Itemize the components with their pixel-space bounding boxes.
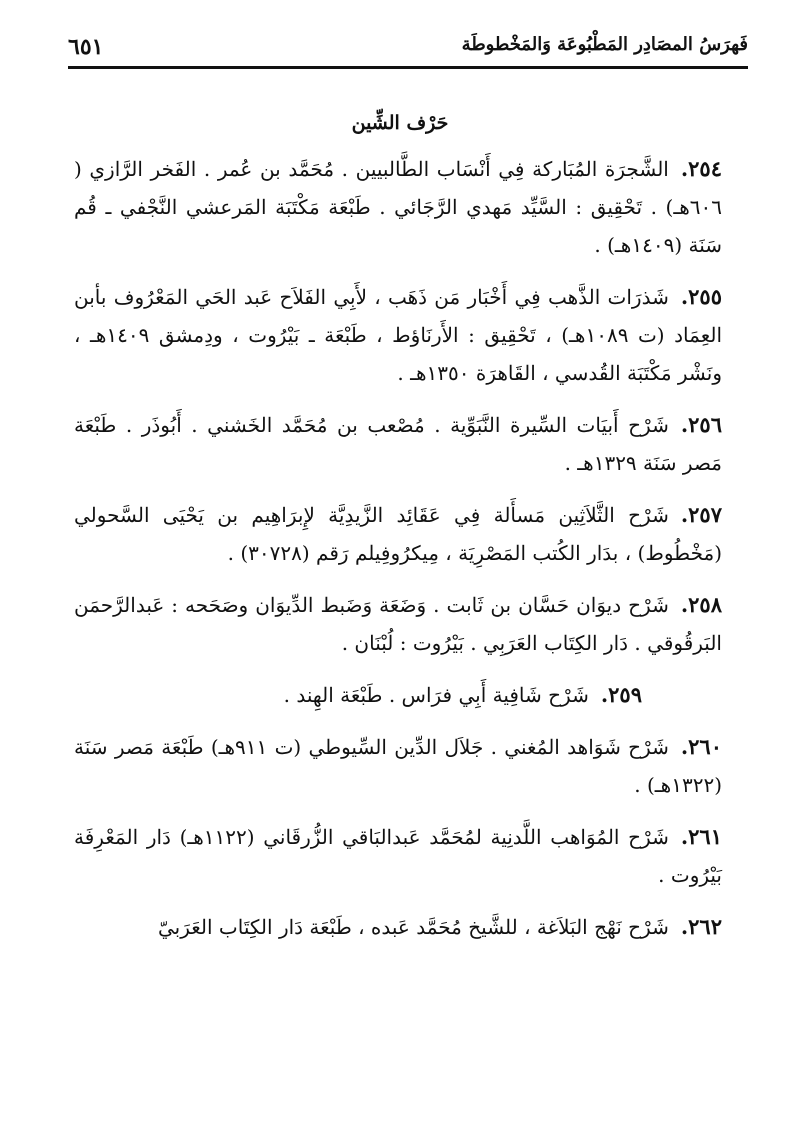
- header-rule: [68, 66, 748, 69]
- entry-number: ٢٦١.: [680, 824, 722, 849]
- bibliography-entry: [74, 278, 722, 392]
- entry-text: شَرْح المُوَاهب اللَّدنِية لمُحَمَّد عَبدالبَاقي الزُّرقَاني (١١٢٢هـ) دَار المَعْرِفَة بَيْرُوت .: [74, 825, 722, 887]
- bibliography-entry: [74, 406, 722, 482]
- section-heading: حَرْف الشِّين: [351, 112, 449, 134]
- entry-text: شَرْح نَهْج البَلاَغة ، للشَّيخ مُحَمَّد عَبده ، طَبْعَة دَار الكِتَاب العَرَبيّ: [158, 915, 669, 939]
- entry-text: شَرْح ديوَان حَسَّان بن ثَابت . وَضَعَة وَضَبط الدِّيوَان وصَحَحه : عَبدالرَّحمَن البَرقُوقي . دَار الكِتَاب العَرَبِي . بَيْرُوت : لُبْنَان .: [74, 593, 722, 655]
- bibliography-entry: [74, 150, 722, 264]
- page-number: ٦٥١: [68, 34, 104, 60]
- bibliography-entry: [74, 908, 722, 946]
- entry-number: ٢٥٨.: [680, 592, 722, 617]
- entry-number: ٢٥٦.: [680, 412, 722, 437]
- entry-text: شَذرَات الذَّهب فِي أَخْبَار مَن ذَهَب ، لأَبِي الفَلاَح عَبد الحَي المَعْرُوف بأبن العِمَاد (ت ١٠٨٩هـ) ، تَحْقِيق : الأَرنَاؤط ، طَبْعَة ـ بَيْرُوت ، ودِمشق ١٤٠٩هـ ، ونَشْر مَكْتَبَة القُدسي ، القَاهرَة ١٣٥٠هـ .: [74, 285, 723, 385]
- entry-text: شَرْح أَبيَات السِّيرة النَّبَوِّية . مُصْعب بن مُحَمَّد الخَشني . أَبُوذَر . طَبْعَة مَصر سَنَة ١٣٢٩هـ .: [74, 413, 722, 475]
- bibliography-entry: [74, 496, 722, 572]
- bibliography-list: [74, 150, 722, 960]
- entry-number: ٢٥٧.: [680, 502, 722, 527]
- bibliography-entry: [74, 676, 722, 714]
- running-header: [68, 30, 748, 70]
- entry-number: ٢٥٥.: [680, 284, 722, 309]
- entry-number: ٢٦٠.: [680, 734, 722, 759]
- bibliography-entry: [74, 586, 722, 662]
- entry-number: ٢٥٩.: [600, 682, 642, 707]
- header-title: فَهرَسُ المصَادِر المَطْبُوعَة وَالمَخْطوطَة: [461, 34, 748, 55]
- entry-text: شَرْح شَافِية أَبِي فرَاس . طَبْعَة الهِند .: [283, 683, 589, 707]
- bibliography-entry: [74, 728, 722, 804]
- entry-text: شَرْح شَوَاهد المُغني . جَلاَل الدِّين السِّيوطي (ت ٩١١هـ) طَبْعَة مَصر سَنَة (١٣٢٢هـ) .: [74, 735, 722, 797]
- bibliography-entry: [74, 818, 722, 894]
- entry-text: شَرْح الثَّلاَثِين مَسأَلة فِي عَقَائِد الزَّيدِيَّة لإِبرَاهِيم بن يَحْيَى السَّحولي (مَخْطُوط) ، بدَار الكُتب المَصْرِيَة ، مِيكرُوفِيلم رَقم (٣٠٧٢٨) .: [74, 503, 722, 565]
- entry-number: ٢٥٤.: [680, 156, 722, 181]
- entry-number: ٢٦٢.: [680, 914, 722, 939]
- entry-text: الشَّجرَة المُبَاركة فِي أَنْسَاب الطَّالبيين . مُحَمَّد بن عُمر . الفَخر الرَّازي ( ٦٠٦هـ) . تَحْقِيق : السَّيِّد مَهدي الرَّجَائي . طَبْعَة مَكْتَبَة المَرعشي النَّجْفي ـ قُم سَنَة (١٤٠٩هـ) .: [74, 157, 722, 257]
